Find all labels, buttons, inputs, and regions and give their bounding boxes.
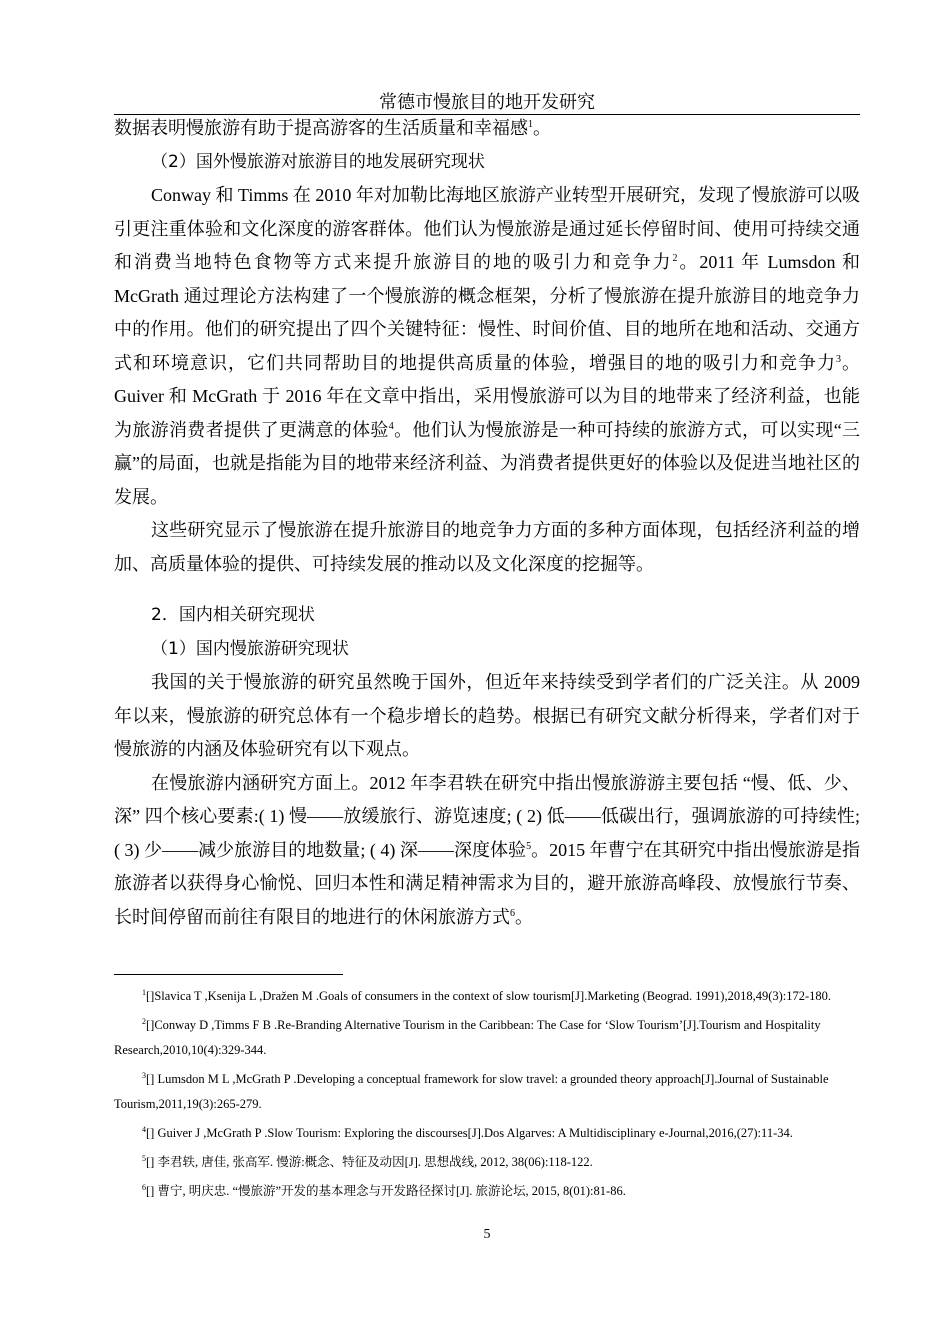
footnote-text: [] Lumsdon M L ,McGrath P .Developing a conceptual framework for slow travel: a grounded theory approach[J].Journal of Sustainable Tourism,2011,19(3):265-279.	[114, 1072, 829, 1111]
paragraph: 这些研究显示了慢旅游在提升旅游目的地竞争力方面的多种方面体现，包括经济利益的增加、高质量体验的提供、可持续发展的推动以及文化深度的挖掘等。	[114, 520, 860, 574]
body-text	[114, 112, 860, 934]
footnote	[114, 1067, 860, 1117]
footnote-ref[interactable]: 4	[388, 420, 394, 432]
page-number: 5	[483, 1227, 491, 1242]
footnote-ref[interactable]: 1	[528, 119, 533, 130]
footnote-text: []Slavica T ,Ksenija L ,Dražen M .Goals of consumers in the context of slow tourism[J].Marketing (Beograd. 1991),2018,49(3):172-180.	[146, 989, 832, 1003]
footnote-separator	[114, 974, 343, 975]
footnote	[114, 1013, 860, 1063]
running-header: 常德市慢旅目的地开发研究	[379, 92, 595, 112]
footnote-ref[interactable]: 5	[526, 840, 532, 852]
text-run: 。2015 年曹宁在其研究中指出慢旅游是指旅游者以获得身心愉悦、回归本性和满足精神需求为目的，避开旅游高峰段、放慢旅行节奏、长时间停留而前往有限目的地进行的休闲旅游方式	[114, 839, 861, 927]
text-run: 数据表明慢旅游有助于提高游客的生活质量和幸福感	[114, 118, 528, 138]
footnote-number: 3	[142, 1070, 146, 1080]
text-run: 。2011 年 Lumsdon 和 McGrath 通过理论方法构建了一个慢旅游的概念框架，分析了慢旅游在提升旅游目的地竞争力中的作用。他们的研究提出了四个关键特征：慢性、时间价值、目的地所在地和活动、交通方式和环境意识，它们共同帮助目的地提供高质量的体验，增强目的地的吸引力和竞争力	[114, 252, 860, 373]
footnote-number: 4	[142, 1124, 146, 1134]
footnote-text: [] Guiver J ,McGrath P .Slow Tourism: Exploring the discourses[J].Dos Algarves: A Multidisciplinary e-Journal,2016,(27):11-34.	[146, 1126, 793, 1140]
paragraph	[114, 179, 860, 514]
footnote-text: []Conway D ,Timms F B .Re-Branding Alternative Tourism in the Caribbean: The Case for ‘Slow Tourism’[J].Tourism and Hospitality Research,2010,10(4):329-344.	[114, 1018, 821, 1057]
footnote-text: [] 曹宁, 明庆忠. “慢旅游”开发的基本理念与开发路径探讨[J]. 旅游论坛, 2015, 8(01):81-86.	[146, 1184, 626, 1198]
paragraph	[114, 112, 860, 146]
text-run: 。Guiver 和 McGrath 于 2016 年在文章中指出，采用慢旅游可以为目的地带来了经济利益，也能为旅游消费者提供了更满意的体验	[114, 352, 860, 440]
footnote-number: 1	[142, 987, 146, 997]
text-run: 。	[515, 906, 533, 927]
footnote-number: 5	[142, 1153, 146, 1163]
footnote-text: [] 李君轶, 唐佳, 张高军. 慢游:概念、特征及动因[J]. 思想战线, 2012, 38(06):118-122.	[146, 1155, 593, 1169]
footnote-number: 6	[142, 1182, 146, 1192]
text-run: 。	[533, 118, 551, 138]
footnote	[114, 1121, 860, 1146]
section-heading: （1）国内慢旅游研究现状	[151, 638, 349, 659]
footnote-ref[interactable]: 6	[510, 907, 515, 919]
spacer	[114, 581, 860, 599]
section-heading: （2）国外慢旅游对旅游目的地发展研究现状	[151, 151, 485, 172]
footnote	[114, 1179, 860, 1204]
text-run: 。他们认为慢旅游是一种可持续的旅游方式，可以实现“三赢”的局面，也就是指能为目的地带来经济利益、为消费者提供更好的体验以及促进当地社区的发展。	[114, 419, 860, 507]
footnote	[114, 1150, 860, 1175]
footnote-ref[interactable]: 2	[672, 253, 678, 264]
footnote-ref[interactable]: 3	[836, 353, 841, 365]
footnote	[114, 984, 860, 1009]
text-run: Conway 和 Timms 在 2010 年对加勒比海地区旅游产业转型开展研究，发现了慢旅游可以吸引更注重体验和文化深度的游客群体。他们认为慢旅游是通过延长停留时间、使用可持续交通和消费当地特色食物等方式来提升旅游目的地的吸引力和竞争力	[114, 185, 860, 272]
text-run: 在慢旅游内涵研究方面上。2012 年李君轶在研究中指出慢旅游游主要包括 “慢、低、少、深” 四个核心要素:( 1) 慢——放缓旅行、游览速度; ( 2) 低——低碳出行，强调旅游的可持续性; ( 3) 少——减少旅游目的地数量; ( 4) 深——深度体验	[114, 772, 860, 860]
paragraph: 我国的关于慢旅游的研究虽然晚于国外，但近年来持续受到学者们的广泛关注。从 2009 年以来，慢旅游的研究总体有一个稳步增长的趋势。根据已有研究文献分析得来，学者们对于慢旅游的内涵及体验研究有以下观点。	[114, 672, 860, 759]
paragraph	[114, 767, 860, 935]
footnotes	[114, 984, 860, 1208]
section-heading: 2．国内相关研究现状	[151, 605, 315, 625]
footnote-number: 2	[142, 1016, 146, 1026]
